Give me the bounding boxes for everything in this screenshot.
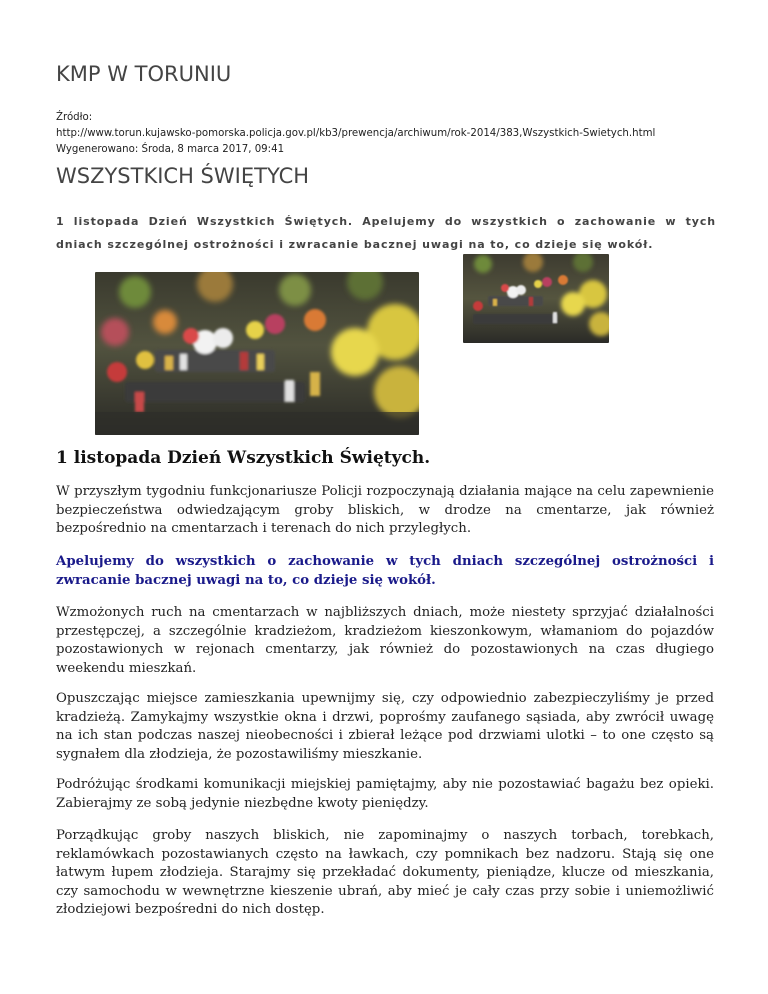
paragraph-1: W przyszłym tygodniu funkcjonariusze Policji rozpoczynają działania mające na celu zapewnienie bezpieczeństwa odwiedzającym groby bliskich, w drodze na cmentarze, jak również bezpośrednio na cmentarzach i terenach do nich przyległych. <box>56 484 714 536</box>
paragraph-emphasis: Apelujemy do wszystkich o zachowanie w tych dniach szczególnej ostrożności i zwracanie bacznej uwagi na to, co dzieje się wokół. <box>56 554 714 588</box>
article-lead: 1 listopada Dzień Wszystkich Świętych. Apelujemy do wszystkich o zachowanie w tych dniach szczególnej ostrożności i zwracanie bacznej uwagi na to, co dzieje się wokół. <box>56 215 716 251</box>
site-title: KMP W TORUNIU <box>56 62 232 86</box>
cemetery-candles-thumbnail <box>463 254 609 343</box>
cemetery-candles-photo <box>95 272 419 435</box>
source-url[interactable]: http://www.torun.kujawsko-pomorska.policja.gov.pl/kb3/prewencja/archiwum/rok-2014/383,Wszystkich-Swietych.html <box>56 128 656 139</box>
section-heading: 1 listopada Dzień Wszystkich Świętych. <box>56 448 431 468</box>
generated-timestamp: Wygenerowano: Środa, 8 marca 2017, 09:41 <box>56 144 285 155</box>
paragraph-4: Opuszczając miejsce zamieszkania upewnijmy się, czy odpowiednio zabezpieczyliśmy je przed kradzieżą. Zamykajmy wszystkie okna i drzwi, poprośmy zaufanego sąsiada, aby zwrócił uwagę na ich stan podczas naszej nieobecności i zbierał leżące pod drzwiami ulotki – to one często są sygnałem dla złodzieja, że pozostawiliśmy mieszkanie. <box>56 691 714 762</box>
article-title: WSZYSTKICH ŚWIĘTYCH <box>56 164 310 188</box>
paragraph-5: Podróżując środkami komunikacji miejskiej pamiętajmy, aby nie pozostawiać bagażu bez opieki. Zabierajmy ze sobą jedynie niezbędne kwoty pieniędzy. <box>56 777 714 811</box>
paragraph-3: Wzmożonych ruch na cmentarzach w najbliższych dniach, może niestety sprzyjać działalności przestępczej, a szczególnie kradzieżom, kradzieżom kieszonkowym, włamaniom do pojazdów pozostawionych w rejonach cmentarzy, jak również do pozostawionych na czas długiego weekendu mieszkań. <box>56 605 714 676</box>
document-meta <box>56 110 655 158</box>
source-label: Źródło: <box>56 112 93 123</box>
paragraph-6: Porządkując groby naszych bliskich, nie zapominajmy o naszych torbach, torebkach, reklamówkach pozostawianych często na ławkach, czy pomnikach bez nadzoru. Stają się one łatwym łupem złodzieja. Starajmy się przekładać dokumenty, pieniądze, klucze od mieszkania, czy samochodu w wewnętrzne kieszenie ubrań, aby mieć je cały czas przy sobie i uniemożliwić złodziejowi bezpośredni do nich dostęp. <box>56 828 714 917</box>
